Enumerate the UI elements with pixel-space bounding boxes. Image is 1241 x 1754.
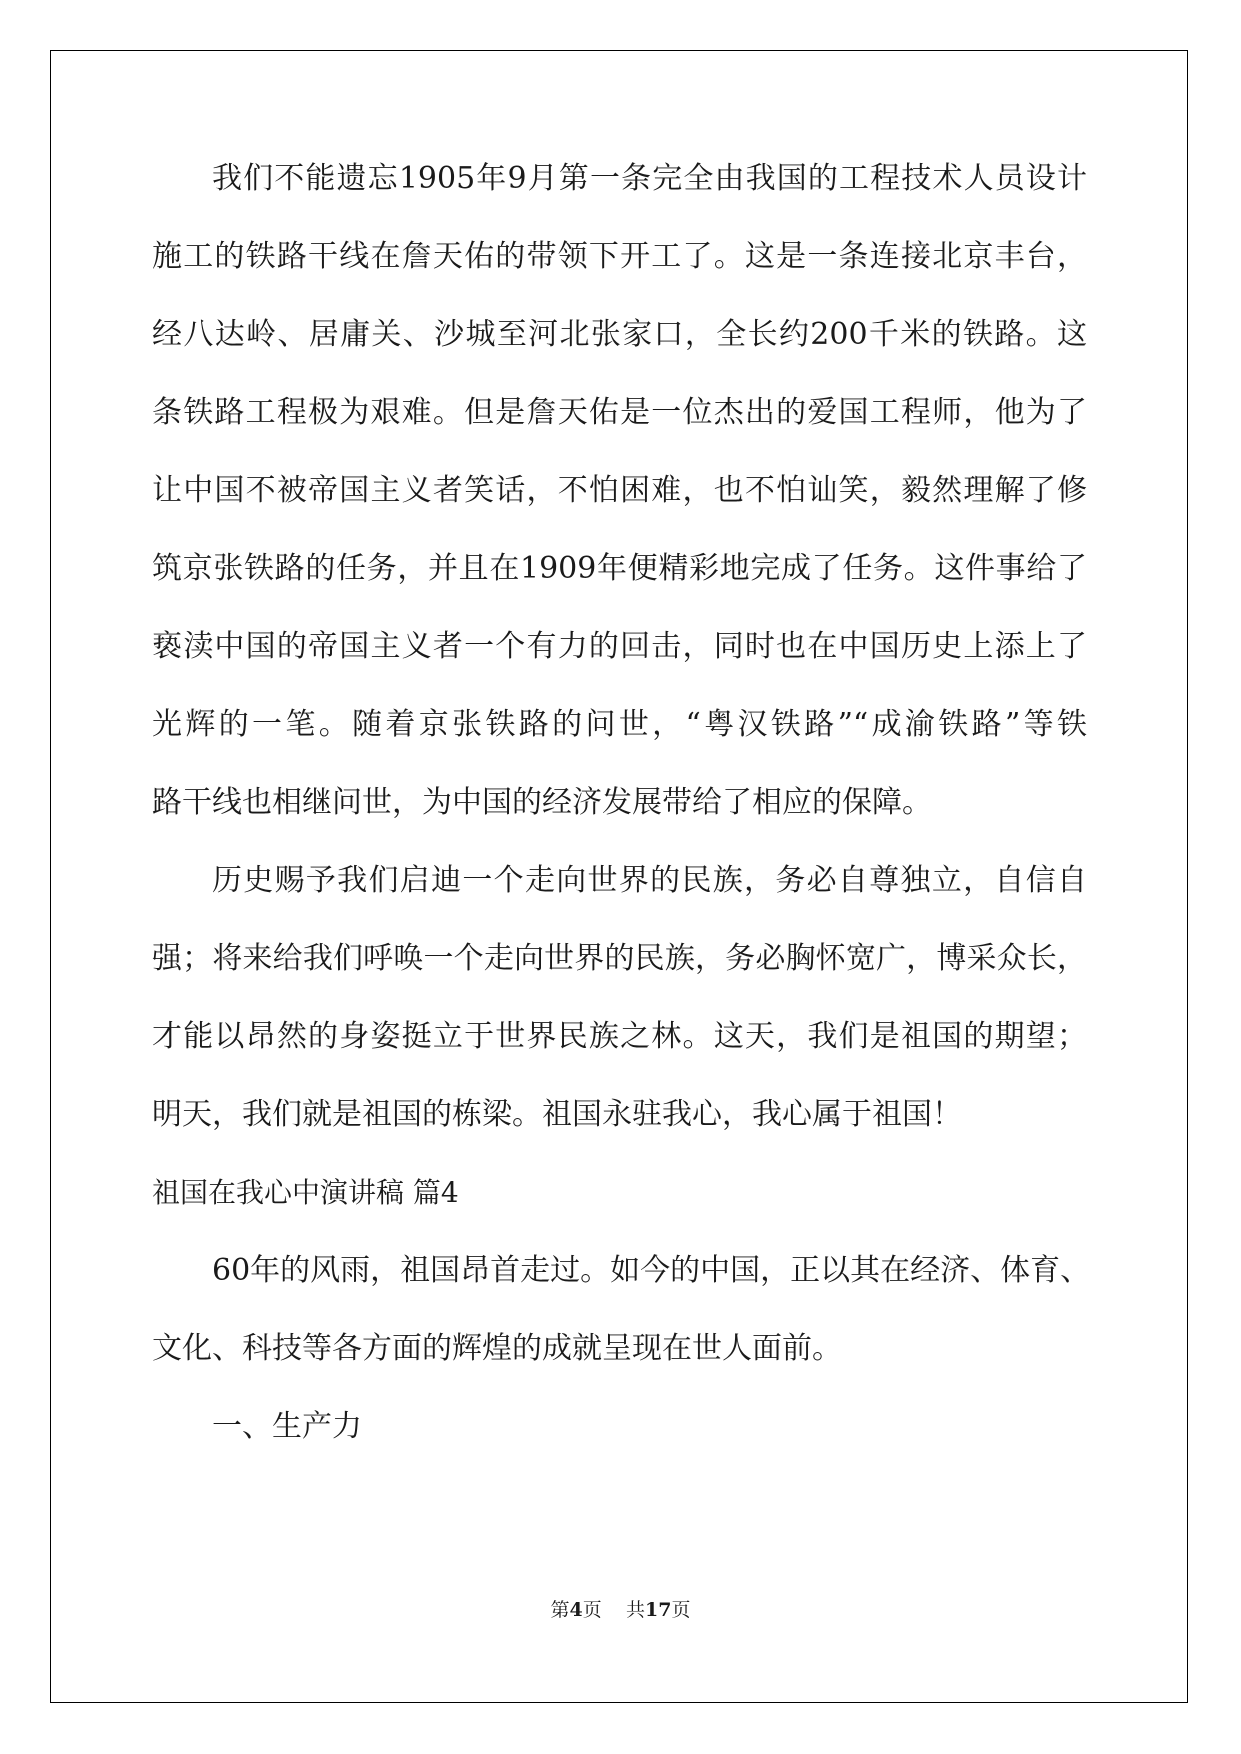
paragraph-1-line-6: 筑京张铁路的任务，并且在1909年便精彩地完成了任务。这件事给了 — [152, 551, 1087, 586]
page-footer — [0, 1595, 1241, 1622]
footer-page-number: 4 — [569, 1599, 583, 1621]
footer-total-suffix: 页 — [671, 1599, 691, 1621]
paragraph-1-line-8: 光辉的一笔。随着京张铁路的问世，“粤汉铁路”“成渝铁路”等铁 — [152, 707, 1087, 742]
paragraph-3-line-1: 60年的风雨，祖国昂首走过。如今的中国，正以其在经济、体育、 — [212, 1253, 1091, 1288]
paragraph-1-line-3: 经八达岭、居庸关、沙城至河北张家口，全长约200千米的铁路。这 — [152, 317, 1087, 352]
footer-prefix: 第 — [550, 1599, 570, 1621]
section-title: 祖国在我心中演讲稿 篇4 — [152, 1176, 459, 1209]
paragraph-1-line-5: 让中国不被帝国主义者笑话，不怕困难，也不怕讪笑，毅然理解了修 — [152, 473, 1087, 508]
footer-total-prefix: 共 — [625, 1599, 645, 1621]
document-body — [152, 160, 1091, 1486]
paragraph-1-line-9: 路干线也相继问世，为中国的经济发展带给了相应的保障。 — [152, 785, 932, 820]
paragraph-2-line-1: 历史赐予我们启迪一个走向世界的民族，务必自尊独立，自信自 — [212, 863, 1087, 898]
paragraph-1-line-2: 施工的铁路干线在詹天佑的带领下开工了。这是一条连接北京丰台， — [152, 239, 1087, 274]
paragraph-1-line-1: 我们不能遗忘1905年9月第一条完全由我国的工程技术人员设计 — [212, 161, 1087, 196]
footer-page-suffix: 页 — [582, 1599, 602, 1621]
paragraph-2-line-3: 才能以昂然的身姿挺立于世界民族之林。这天，我们是祖国的期望； — [152, 1019, 1087, 1054]
footer-total-pages: 17 — [644, 1599, 672, 1621]
paragraph-2-line-2: 强；将来给我们呼唤一个走向世界的民族，务必胸怀宽广，博采众长， — [152, 941, 1087, 976]
paragraph-3-line-2: 文化、科技等各方面的辉煌的成就呈现在世人面前。 — [152, 1331, 842, 1366]
paragraph-1-line-4: 条铁路工程极为艰难。但是詹天佑是一位杰出的爱国工程师，他为了 — [152, 395, 1087, 430]
subheading: 一、生产力 — [212, 1409, 362, 1444]
paragraph-1-line-7: 亵渎中国的帝国主义者一个有力的回击，同时也在中国历史上添上了 — [152, 629, 1087, 664]
paragraph-2-line-4: 明天，我们就是祖国的栋梁。祖国永驻我心，我心属于祖国！ — [152, 1097, 962, 1132]
